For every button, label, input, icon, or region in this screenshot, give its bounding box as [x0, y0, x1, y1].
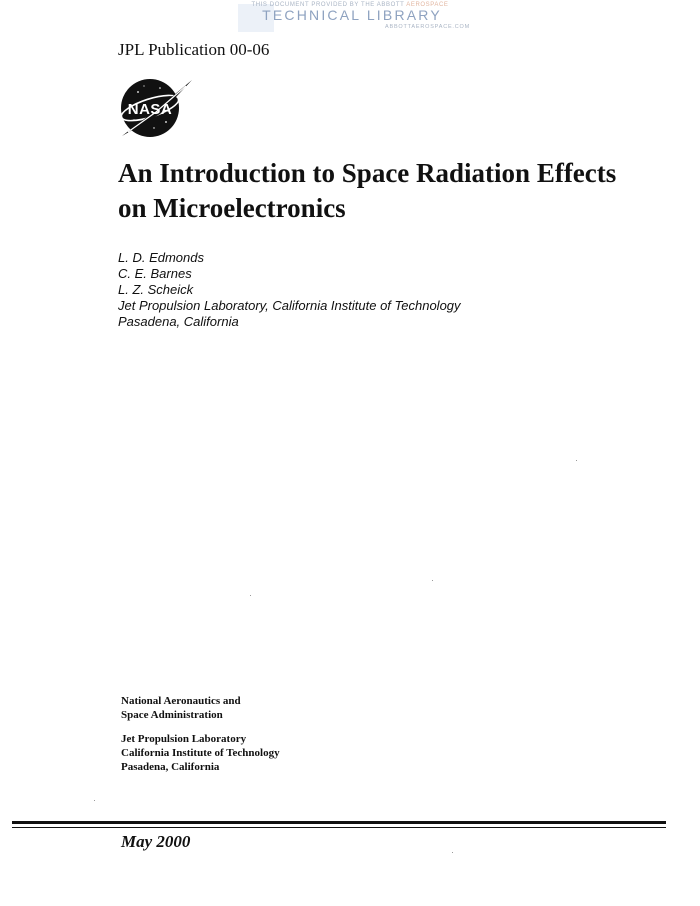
watermark-provided-by: THIS DOCUMENT PROVIDED BY THE ABBOTT AEROSPACE: [251, 2, 449, 8]
author-institution: Jet Propulsion Laboratory, California Institute of Technology: [118, 298, 461, 313]
scan-speck: [94, 800, 95, 801]
document-title-line1: An Introduction to Space Radiation Effects: [118, 158, 617, 188]
document-title-line2: on Microelectronics: [118, 193, 346, 223]
publisher-lab: Jet Propulsion Laboratory California Institute of Technology Pasadena, California: [121, 733, 280, 773]
scan-speck: [250, 595, 251, 596]
author-location: Pasadena, California: [118, 314, 239, 329]
author-name: L. D. Edmonds: [118, 250, 204, 265]
author-name: C. E. Barnes: [118, 266, 192, 281]
scan-speck: [432, 580, 433, 581]
author-block: [118, 250, 461, 330]
watermark-title: TECHNICAL LIBRARY: [262, 7, 442, 23]
publication-number: JPL Publication 00-06: [118, 40, 270, 59]
publication-date: May 2000: [121, 832, 191, 851]
nasa-logo-icon: [116, 74, 202, 142]
footer-rule-thick: [12, 821, 666, 824]
document-title: [118, 156, 678, 226]
publisher-block: [121, 694, 280, 784]
author-name: L. Z. Scheick: [118, 282, 194, 297]
scan-speck: [576, 460, 577, 461]
footer-rule-thin: [12, 827, 666, 828]
watermark-url: ABBOTTAEROSPACE.COM: [385, 24, 470, 30]
publisher-agency: National Aeronautics and Space Administration: [121, 695, 241, 721]
scan-speck: [452, 852, 453, 853]
nasa-logo-text: NASA: [127, 101, 173, 118]
